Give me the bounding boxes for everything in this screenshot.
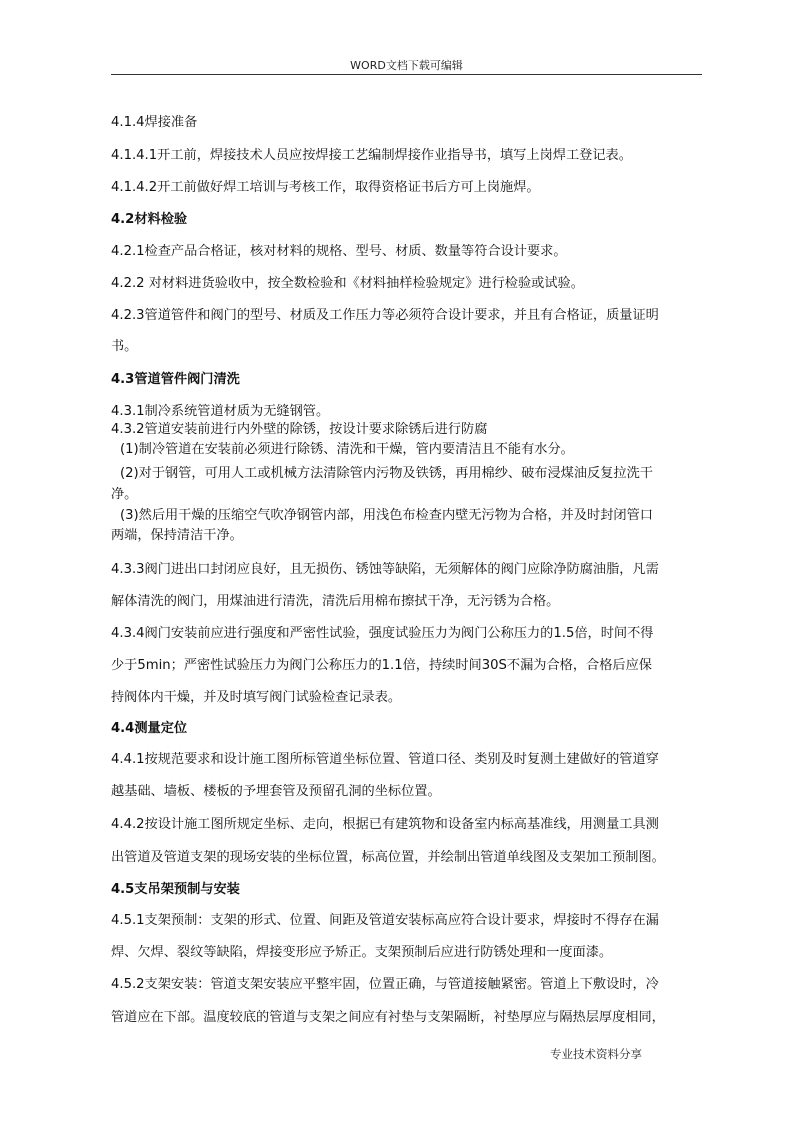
text-line: 4.4.2按设计施工图所规定坐标、走向，根据已有建筑物和设备室内标高基准线，用测量工具测 (111, 817, 659, 832)
text-line: 4.2.1检查产品合格证，核对材料的规格、型号、材质、数量等符合设计要求。 (111, 244, 567, 259)
text-line: 4.3.1制冷系统管道材质为无缝钢管。 (111, 404, 330, 419)
text-line: 净。 (111, 487, 138, 502)
header-rule (111, 74, 702, 75)
text-line: 出管道及管道支架的现场安装的坐标位置，标高位置，并绘制出管道单线图及支架加工预制图。 (111, 850, 665, 865)
text-line: (2)对于钢管，可用人工或机械方法清除管内污物及铁锈，再用棉纱、破布浸煤油反复拉洗干 (120, 466, 653, 481)
text-line: 焊、欠焊、裂纹等缺陷，焊接变形应予矫正。支架预制后应进行防锈处理和一度面漆。 (111, 945, 613, 960)
text-line: 两端，保持清洁干净。 (111, 528, 243, 543)
page-header: WORD文档下载可编辑 (350, 59, 463, 72)
page-footer: 专业技术资料分享 (550, 1047, 642, 1061)
text-line: 持阀体内干燥，并及时填写阀门试验检查记录表。 (111, 690, 402, 705)
text-line: 解体清洗的阀门，用煤油进行清洗，清洗后用棉布擦拭干净，无污锈为合格。 (111, 594, 560, 609)
text-line: 4.1.4.2开工前做好焊工培训与考核工作，取得资格证书后方可上岗施焊。 (111, 180, 540, 195)
section-heading: 4.2材料检验 (111, 212, 188, 227)
text-line: 4.5.2支架安装：管道支架安装应平整牢固，位置正确，与管道接触紧密。管道上下敷设时，冷 (111, 977, 659, 992)
text-line: 4.5.1支架预制：支架的形式、位置、间距及管道安装标高应符合设计要求，焊接时不得存在漏 (111, 913, 659, 928)
text-line: 4.3.3阀门进出口封闭应良好，且无损伤、锈蚀等缺陷，无须解体的阀门应除净防腐油脂，凡需 (111, 562, 659, 577)
text-line: 越基础、墙板、楼板的予埋套管及预留孔洞的坐标位置。 (111, 784, 441, 799)
section-heading: 4.3管道管件阀门清洗 (111, 372, 240, 387)
text-line: 书。 (111, 339, 138, 354)
text-line: 4.2.3管道管件和阀门的型号、材质及工作压力等必须符合设计要求，并且有合格证，质量证明 (111, 308, 659, 323)
text-line: 管道应在下部。温度较底的管道与支架之间应有衬垫与支架隔断，衬垫厚应与隔热层厚度相同， (111, 1010, 665, 1025)
section-heading: 4.5支吊架预制与安装 (111, 882, 240, 897)
section-heading: 4.4测量定位 (111, 721, 188, 736)
text-line: 4.1.4.1开工前，焊接技术人员应按焊接工艺编制焊接作业指导书，填写上岗焊工登记表。 (111, 148, 632, 163)
text-line: 少于5min；严密性试验压力为阀门公称压力的1.1倍，持续时间30S不漏为合格，合格后应保 (111, 658, 652, 673)
text-line: 4.4.1按规范要求和设计施工图所标管道坐标位置、管道口径、类别及时复测土建做好的管道穿 (111, 752, 659, 767)
text-line: 4.3.2管道安装前进行内外壁的除锈，按设计要求除锈后进行防腐 (111, 422, 488, 437)
text-line: 4.2.2 对材料进货验收中，按全数检验和《材料抽样检验规定》进行检验或试验。 (111, 276, 584, 291)
text-line: 4.1.4焊接准备 (111, 115, 198, 130)
text-line: (1)制冷管道在安装前必须进行除锈、清洗和干燥，管内要清洁且不能有水分。 (120, 442, 574, 457)
text-line: (3)然后用干燥的压缩空气吹净钢管内部，用浅色布检查内壁无污物为合格，并及时封闭管口 (120, 508, 653, 523)
text-line: 4.3.4阀门安装前应进行强度和严密性试验，强度试验压力为阀门公称压力的1.5倍，时间不得 (111, 626, 654, 641)
